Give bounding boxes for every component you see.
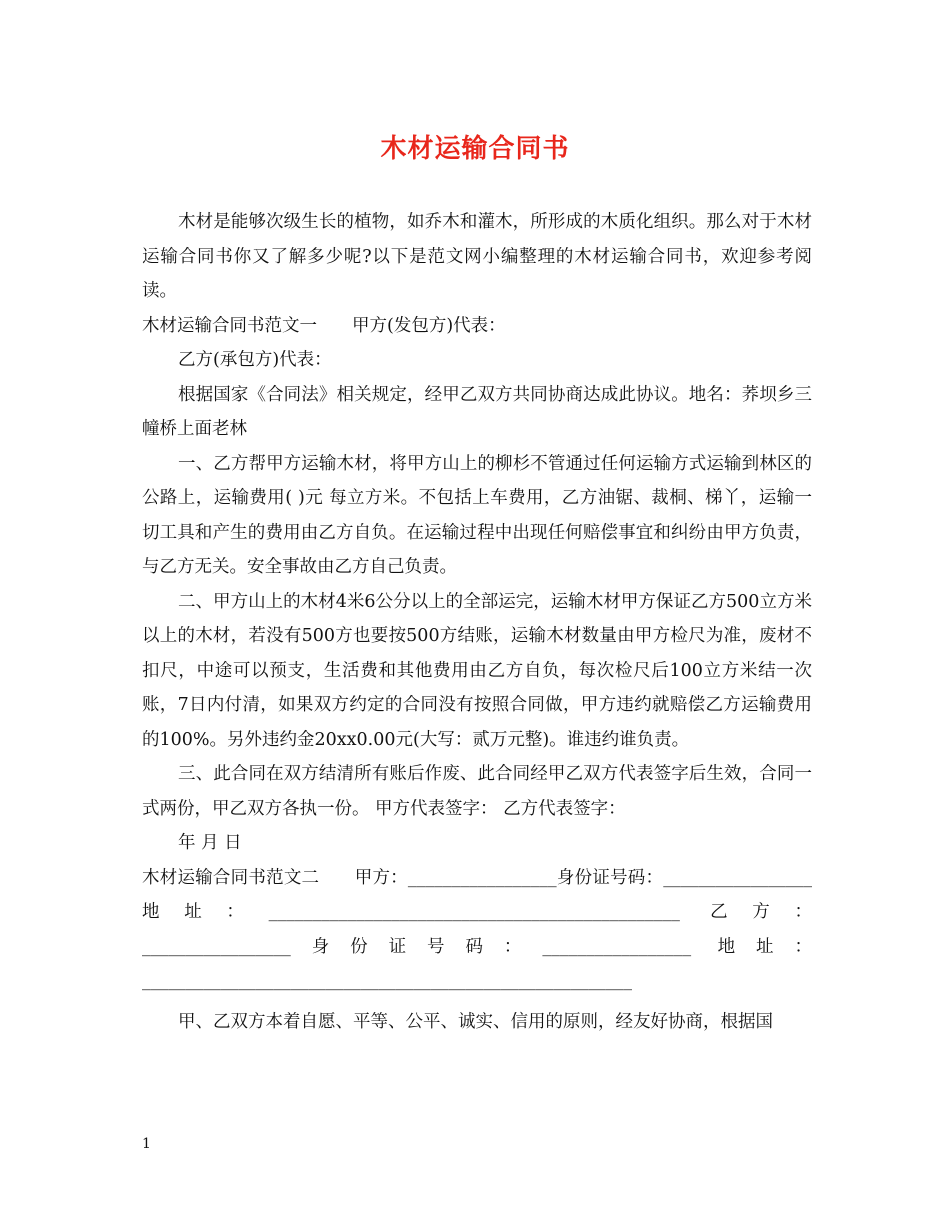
paragraph-basis: 根据国家《合同法》相关规定，经甲乙双方共同协商达成此协议。地名：荞坝乡三幢桥上面老林 xyxy=(142,384,812,439)
document-title: 木材运输合同书 xyxy=(380,134,570,164)
paragraph-clause-two: 二、甲方山上的木材4米6公分以上的全部运完，运输木材甲方保证乙方500立方米以上的木材，若没有500方也要按500方结账，运输木材数量由甲方检尺为准，废材不扣尺，中途可以预支，生活费和其他费用由乙方自负，每次检尺后100立方米结一次账，7日内付清，如果双方约定的合同没有按照合同做，甲方违约就赔偿乙方运输费用的100%。另外违约金20xx0.00元(大写：贰万元整)。谁违约谁负责。 xyxy=(142,591,812,750)
paragraph-party-b: 乙方(承包方)代表： xyxy=(178,350,332,370)
paragraph-clause-one: 一、乙方帮甲方运输木材，将甲方山上的柳杉不管通过任何运输方式运输到林区的公路上，运输费用( )元 每立方米。不包括上车费用，乙方油锯、裁桐、梯丫，运输一切工具和产生的费用由乙方自负。在运输过程中出现任何赔偿事宜和纠纷由甲方负责，与乙方无关。安全事故由乙方自己负责。 xyxy=(142,453,812,577)
paragraph-sample-two: 木材运输合同书范文二 甲方：_________________身份证号码：_________________ 地址：_______________________________________________ 乙方：_________________身份证号码：_________________ 地址：________________________________________________________ xyxy=(142,867,818,991)
paragraph-principles: 甲、乙双方本着自愿、平等、公平、诚实、信用的原则，经友好协商，根据国 xyxy=(178,1011,773,1032)
document-body xyxy=(142,205,818,1039)
paragraph-sample-one-heading: 木材运输合同书范文一 甲方(发包方)代表： xyxy=(142,315,506,336)
paragraph-date: 年 月 日 xyxy=(178,833,242,853)
paragraph-intro: 木材是能够次级生长的植物，如乔木和灌木，所形成的木质化组织。那么对于木材运输合同书你又了解多少呢?以下是范文网小编整理的木材运输合同书，欢迎参考阅读。 xyxy=(142,212,812,301)
page-number: 1 xyxy=(142,1136,151,1152)
paragraph-clause-three: 三、此合同在双方结清所有账后作废、此合同经甲乙双方代表签字后生效，合同一式两份，甲乙双方各执一份。 甲方代表签字： 乙方代表签字： xyxy=(142,764,812,819)
